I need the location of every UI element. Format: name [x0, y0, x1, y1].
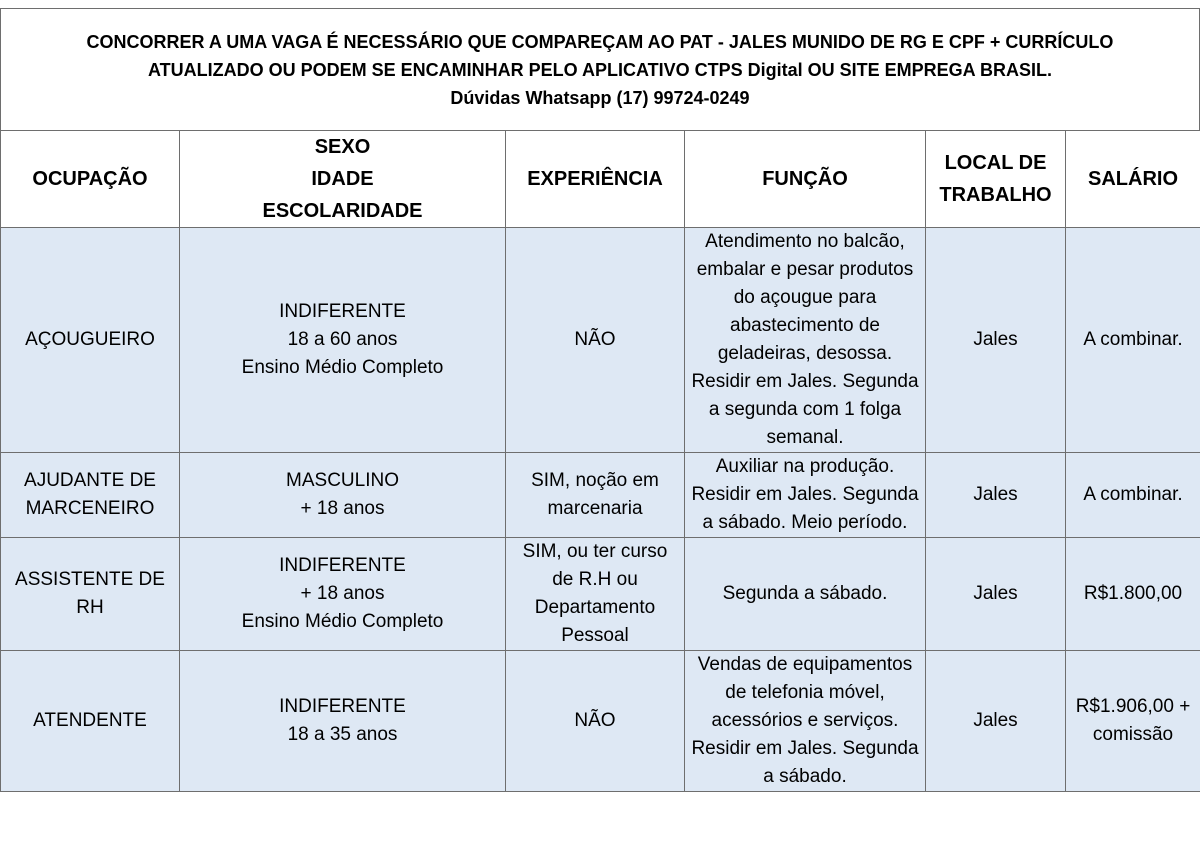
cell-experiencia: NÃO — [506, 651, 685, 792]
table-row — [1, 453, 1200, 538]
header-local-de-trabalho: LOCAL DE TRABALHO — [926, 131, 1066, 228]
job-listing-sheet — [0, 8, 1200, 792]
header-funcao: FUNÇÃO — [685, 131, 926, 228]
cell-local: Jales — [926, 453, 1066, 538]
cell-ocupacao: AÇOUGUEIRO — [1, 228, 180, 453]
notice-line-3: Dúvidas Whatsapp (17) 99724-0249 — [450, 87, 750, 108]
notice-line-1: CONCORRER A UMA VAGA É NECESSÁRIO QUE COMPAREÇAM AO PAT - JALES MUNIDO DE RG E CPF + CURRÍCULO — [86, 31, 1114, 52]
cell-salario: A combinar. — [1066, 453, 1200, 538]
cell-salario: R$1.800,00 — [1066, 538, 1200, 651]
cell-local: Jales — [926, 228, 1066, 453]
header-sexo-idade-escolaridade: SEXO IDADE ESCOLARIDADE — [180, 131, 506, 228]
header-experiencia: EXPERIÊNCIA — [506, 131, 685, 228]
cell-perfil: INDIFERENTE + 18 anos Ensino Médio Completo — [180, 538, 506, 651]
cell-ocupacao: ASSISTENTE DE RH — [1, 538, 180, 651]
header-salario: SALÁRIO — [1066, 131, 1200, 228]
header-ocupacao: OCUPAÇÃO — [1, 131, 180, 228]
cell-ocupacao: ATENDENTE — [1, 651, 180, 792]
cell-funcao: Auxiliar na produção. Residir em Jales. Segunda a sábado. Meio período. — [685, 453, 926, 538]
table-header-row — [1, 131, 1200, 228]
cell-local: Jales — [926, 538, 1066, 651]
table-row — [1, 651, 1200, 792]
cell-perfil: MASCULINO + 18 anos — [180, 453, 506, 538]
cell-perfil: INDIFERENTE 18 a 60 anos Ensino Médio Completo — [180, 228, 506, 453]
cell-experiencia: NÃO — [506, 228, 685, 453]
cell-local: Jales — [926, 651, 1066, 792]
cell-salario: R$1.906,00 + comissão — [1066, 651, 1200, 792]
cell-funcao: Atendimento no balcão, embalar e pesar produtos do açougue para abastecimento de geladeiras, desossa. Residir em Jales. Segunda a segunda com 1 folga semanal. — [685, 228, 926, 453]
cell-salario: A combinar. — [1066, 228, 1200, 453]
notice-banner — [0, 8, 1200, 130]
cell-experiencia: SIM, ou ter curso de R.H ou Departamento Pessoal — [506, 538, 685, 651]
cell-experiencia: SIM, noção em marcenaria — [506, 453, 685, 538]
cell-perfil: INDIFERENTE 18 a 35 anos — [180, 651, 506, 792]
job-table — [0, 130, 1200, 792]
cell-funcao: Vendas de equipamentos de telefonia móvel, acessórios e serviços. Residir em Jales. Segunda a sábado. — [685, 651, 926, 792]
cell-funcao: Segunda a sábado. — [685, 538, 926, 651]
table-row — [1, 538, 1200, 651]
table-row — [1, 228, 1200, 453]
notice-line-2: ATUALIZADO OU PODEM SE ENCAMINHAR PELO APLICATIVO CTPS Digital OU SITE EMPREGA BRASIL. — [147, 59, 1053, 80]
cell-ocupacao: AJUDANTE DE MARCENEIRO — [1, 453, 180, 538]
